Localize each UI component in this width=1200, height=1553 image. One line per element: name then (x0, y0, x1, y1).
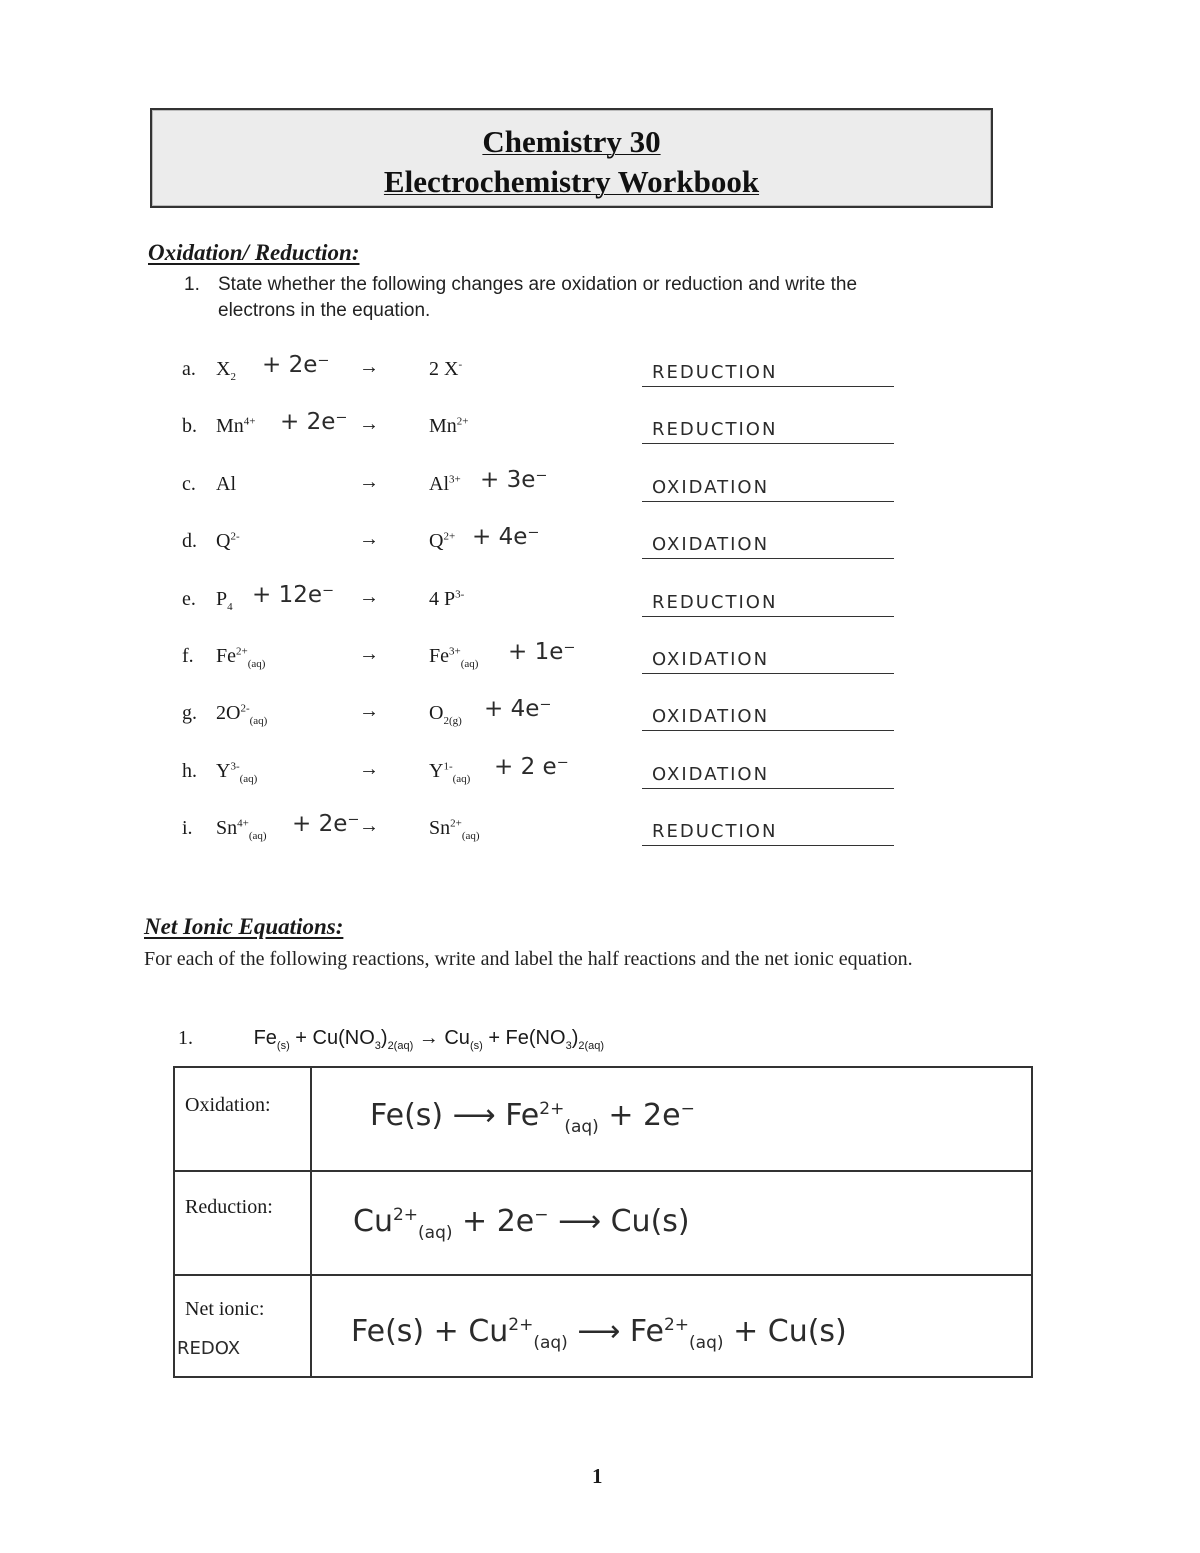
half-reaction-row (0, 350, 1200, 390)
handwritten-electrons[interactable]: + 4e⁻ (472, 524, 540, 551)
reactant-charge: 2+ (236, 645, 248, 658)
reactant-symbol: X (216, 358, 231, 380)
reactant-symbol: 2O (216, 702, 241, 725)
row-label: e. (182, 587, 196, 610)
answer-line (642, 730, 894, 731)
reactant-symbol: Al (216, 472, 236, 495)
answer-line (642, 501, 894, 502)
reaction-arrow: → (359, 356, 379, 378)
handwritten-answer[interactable]: REDUCTION (652, 362, 778, 383)
reaction-equation (178, 1027, 604, 1050)
row-label: i. (182, 817, 193, 840)
half-reaction-row (0, 694, 1200, 734)
half-reaction-row (0, 752, 1200, 792)
reactant (216, 817, 267, 843)
reactant (216, 473, 236, 496)
handwritten-answer[interactable]: REDUCTION (652, 591, 778, 613)
redox-note: REDOX (177, 1338, 241, 1359)
reaction-arrow: → (359, 413, 379, 436)
reaction-arrow: → (359, 815, 379, 838)
half-reaction-table (173, 1066, 1033, 1378)
product-symbol: Mn (429, 415, 457, 438)
product-symbol: O (429, 702, 444, 725)
product (429, 817, 480, 843)
oxidation-reduction-heading: Oxidation/ Reduction: (148, 240, 360, 265)
product-symbol: 4 P (429, 587, 456, 610)
row-label: b. (182, 415, 197, 438)
table-divider-vertical (310, 1068, 312, 1376)
handwritten-answer[interactable]: OXIDATION (652, 706, 770, 728)
answer-line (642, 443, 894, 444)
answer-line (642, 558, 894, 559)
reaction-arrow: → (359, 585, 379, 608)
reaction-arrow: → (359, 470, 379, 493)
product-charge: 2+ (450, 817, 462, 830)
product-state: 2(g) (443, 715, 462, 728)
title-line-2: Electrochemistry Workbook (383, 164, 760, 199)
reaction-arrow: → (359, 700, 379, 723)
product (429, 415, 469, 438)
product-charge: 3+ (449, 645, 461, 658)
net-ionic-heading: Net Ionic Equations: (144, 914, 344, 939)
handwritten-electrons[interactable]: + 2 e⁻ (494, 753, 569, 780)
product-state: (aq) (460, 658, 479, 670)
reactant (216, 415, 256, 438)
reactant-charge: 4+ (243, 415, 256, 428)
question-number: 1. (184, 274, 200, 295)
product-charge: 3+ (449, 473, 461, 486)
reactant-subscript: 4 (227, 600, 233, 613)
answer-line (642, 673, 894, 674)
row-label: d. (182, 530, 197, 553)
product-symbol: Fe (429, 645, 449, 667)
title-line-1: Chemistry 30 (482, 124, 661, 159)
page-number: 1 (592, 1464, 603, 1488)
answer-line (642, 386, 894, 387)
product-symbol: Q (429, 530, 444, 553)
reactant-charge: 4+ (237, 817, 249, 830)
handwritten-answer[interactable]: OXIDATION (652, 649, 770, 670)
answer-line (642, 616, 894, 617)
handwritten-electrons[interactable]: + 2e⁻ (280, 409, 348, 436)
handwritten-electrons[interactable]: + 2e⁻ (262, 352, 330, 378)
reactant (216, 530, 240, 553)
half-reaction-row (0, 465, 1200, 505)
instruction-line-2: electrons in the equation. (218, 300, 431, 321)
reactant-symbol: Sn (216, 817, 238, 840)
product (429, 473, 461, 496)
answer-line (642, 788, 894, 789)
product-charge: - (458, 358, 463, 371)
product-state: (aq) (452, 772, 471, 785)
half-reaction-row (0, 580, 1200, 620)
reactant-symbol: Q (216, 530, 231, 553)
reactant-charge: 3- (230, 760, 240, 773)
oxidation-answer[interactable]: Fe(s) ⟶ $Fe^{2+}_{(aq)} + 2e^-$ (370, 1098, 695, 1137)
product-symbol: 2 X (429, 358, 459, 380)
handwritten-electrons[interactable]: + 12e⁻ (252, 581, 335, 608)
handwritten-electrons[interactable]: + 3e⁻ (480, 466, 548, 493)
reaction-arrow: → (359, 643, 379, 665)
reactant-charge: 2- (230, 530, 240, 543)
net-ionic-instruction: For each of the following reactions, write and label the half reactions and the net ionic equation. (144, 948, 913, 970)
reactant (216, 645, 265, 668)
net-ionic-label: Net ionic: (185, 1298, 265, 1320)
product-state: (aq) (461, 830, 480, 843)
product-charge: 2+ (456, 415, 469, 428)
product (429, 358, 462, 381)
product-charge: 1- (443, 760, 453, 773)
reactant (216, 760, 257, 783)
reactant-symbol: Mn (216, 415, 244, 438)
product-symbol: Y (429, 759, 444, 782)
reactant-subscript: 2 (230, 371, 236, 383)
handwritten-electrons[interactable]: + 4e⁻ (484, 696, 552, 723)
reactant-state: (aq) (247, 658, 266, 670)
handwritten-answer[interactable]: OXIDATION (652, 534, 770, 556)
table-divider-2 (175, 1274, 1031, 1276)
product (429, 760, 470, 783)
half-reaction-row (0, 809, 1200, 849)
reactant (216, 702, 268, 728)
handwritten-answer[interactable]: OXIDATION (652, 763, 770, 785)
reactant (216, 358, 236, 381)
reactant-charge: 2- (240, 702, 250, 715)
reactant-symbol: Y (216, 759, 231, 782)
row-label: h. (182, 759, 197, 782)
reduction-answer[interactable]: $Cu^{2+}_{(aq)} + 2e^-$ ⟶ Cu(s) (353, 1204, 690, 1243)
reaction-formula: $Fe_{(s)} + Cu(NO_3)_{2(aq)} \to Cu_{(s)} + Fe(NO_3)_{2(aq)}$ (253, 1027, 605, 1052)
answer-line (642, 845, 894, 846)
product (429, 530, 455, 553)
product-symbol: Al (429, 472, 449, 495)
reactant (216, 588, 233, 611)
reaction-arrow: → (359, 528, 379, 551)
product-charge: 3- (455, 587, 465, 600)
handwritten-answer[interactable]: OXIDATION (652, 476, 770, 498)
product (429, 645, 478, 668)
row-label: g. (182, 702, 197, 725)
handwritten-electrons[interactable]: + 1e⁻ (508, 639, 576, 665)
reduction-label: Reduction: (185, 1196, 273, 1218)
product-symbol: Sn (429, 817, 451, 840)
reactant-symbol: P (216, 587, 228, 610)
net-ionic-answer[interactable]: $Fe(s) + Cu^{2+}_{(aq)}$ ⟶ $Fe^{2+}_{(aq)} + Cu(s)$ (351, 1314, 847, 1353)
half-reaction-row (0, 522, 1200, 562)
half-reaction-row (0, 407, 1200, 447)
product (429, 588, 464, 611)
reaction-arrow: → (359, 757, 379, 780)
handwritten-answer[interactable]: REDUCTION (652, 419, 778, 441)
reactant-symbol: Fe (216, 645, 236, 667)
product (429, 702, 462, 728)
reactant-state: (aq) (249, 715, 268, 728)
row-label: c. (182, 472, 196, 495)
reactant-state: (aq) (248, 830, 267, 843)
row-label: f. (182, 645, 194, 667)
handwritten-electrons[interactable]: + 2e⁻ (292, 811, 360, 838)
reactant-state: (aq) (239, 772, 258, 785)
half-reaction-row (0, 637, 1200, 677)
instruction-line-1: State whether the following changes are oxidation or reduction and write the (218, 274, 858, 295)
oxidation-label: Oxidation: (185, 1094, 271, 1116)
handwritten-answer[interactable]: REDUCTION (652, 821, 778, 843)
product-charge: 2+ (443, 530, 456, 543)
row-label: a. (182, 358, 196, 380)
title-box (150, 108, 993, 208)
table-divider-1 (175, 1170, 1031, 1172)
reaction-number: 1. (178, 1027, 193, 1049)
